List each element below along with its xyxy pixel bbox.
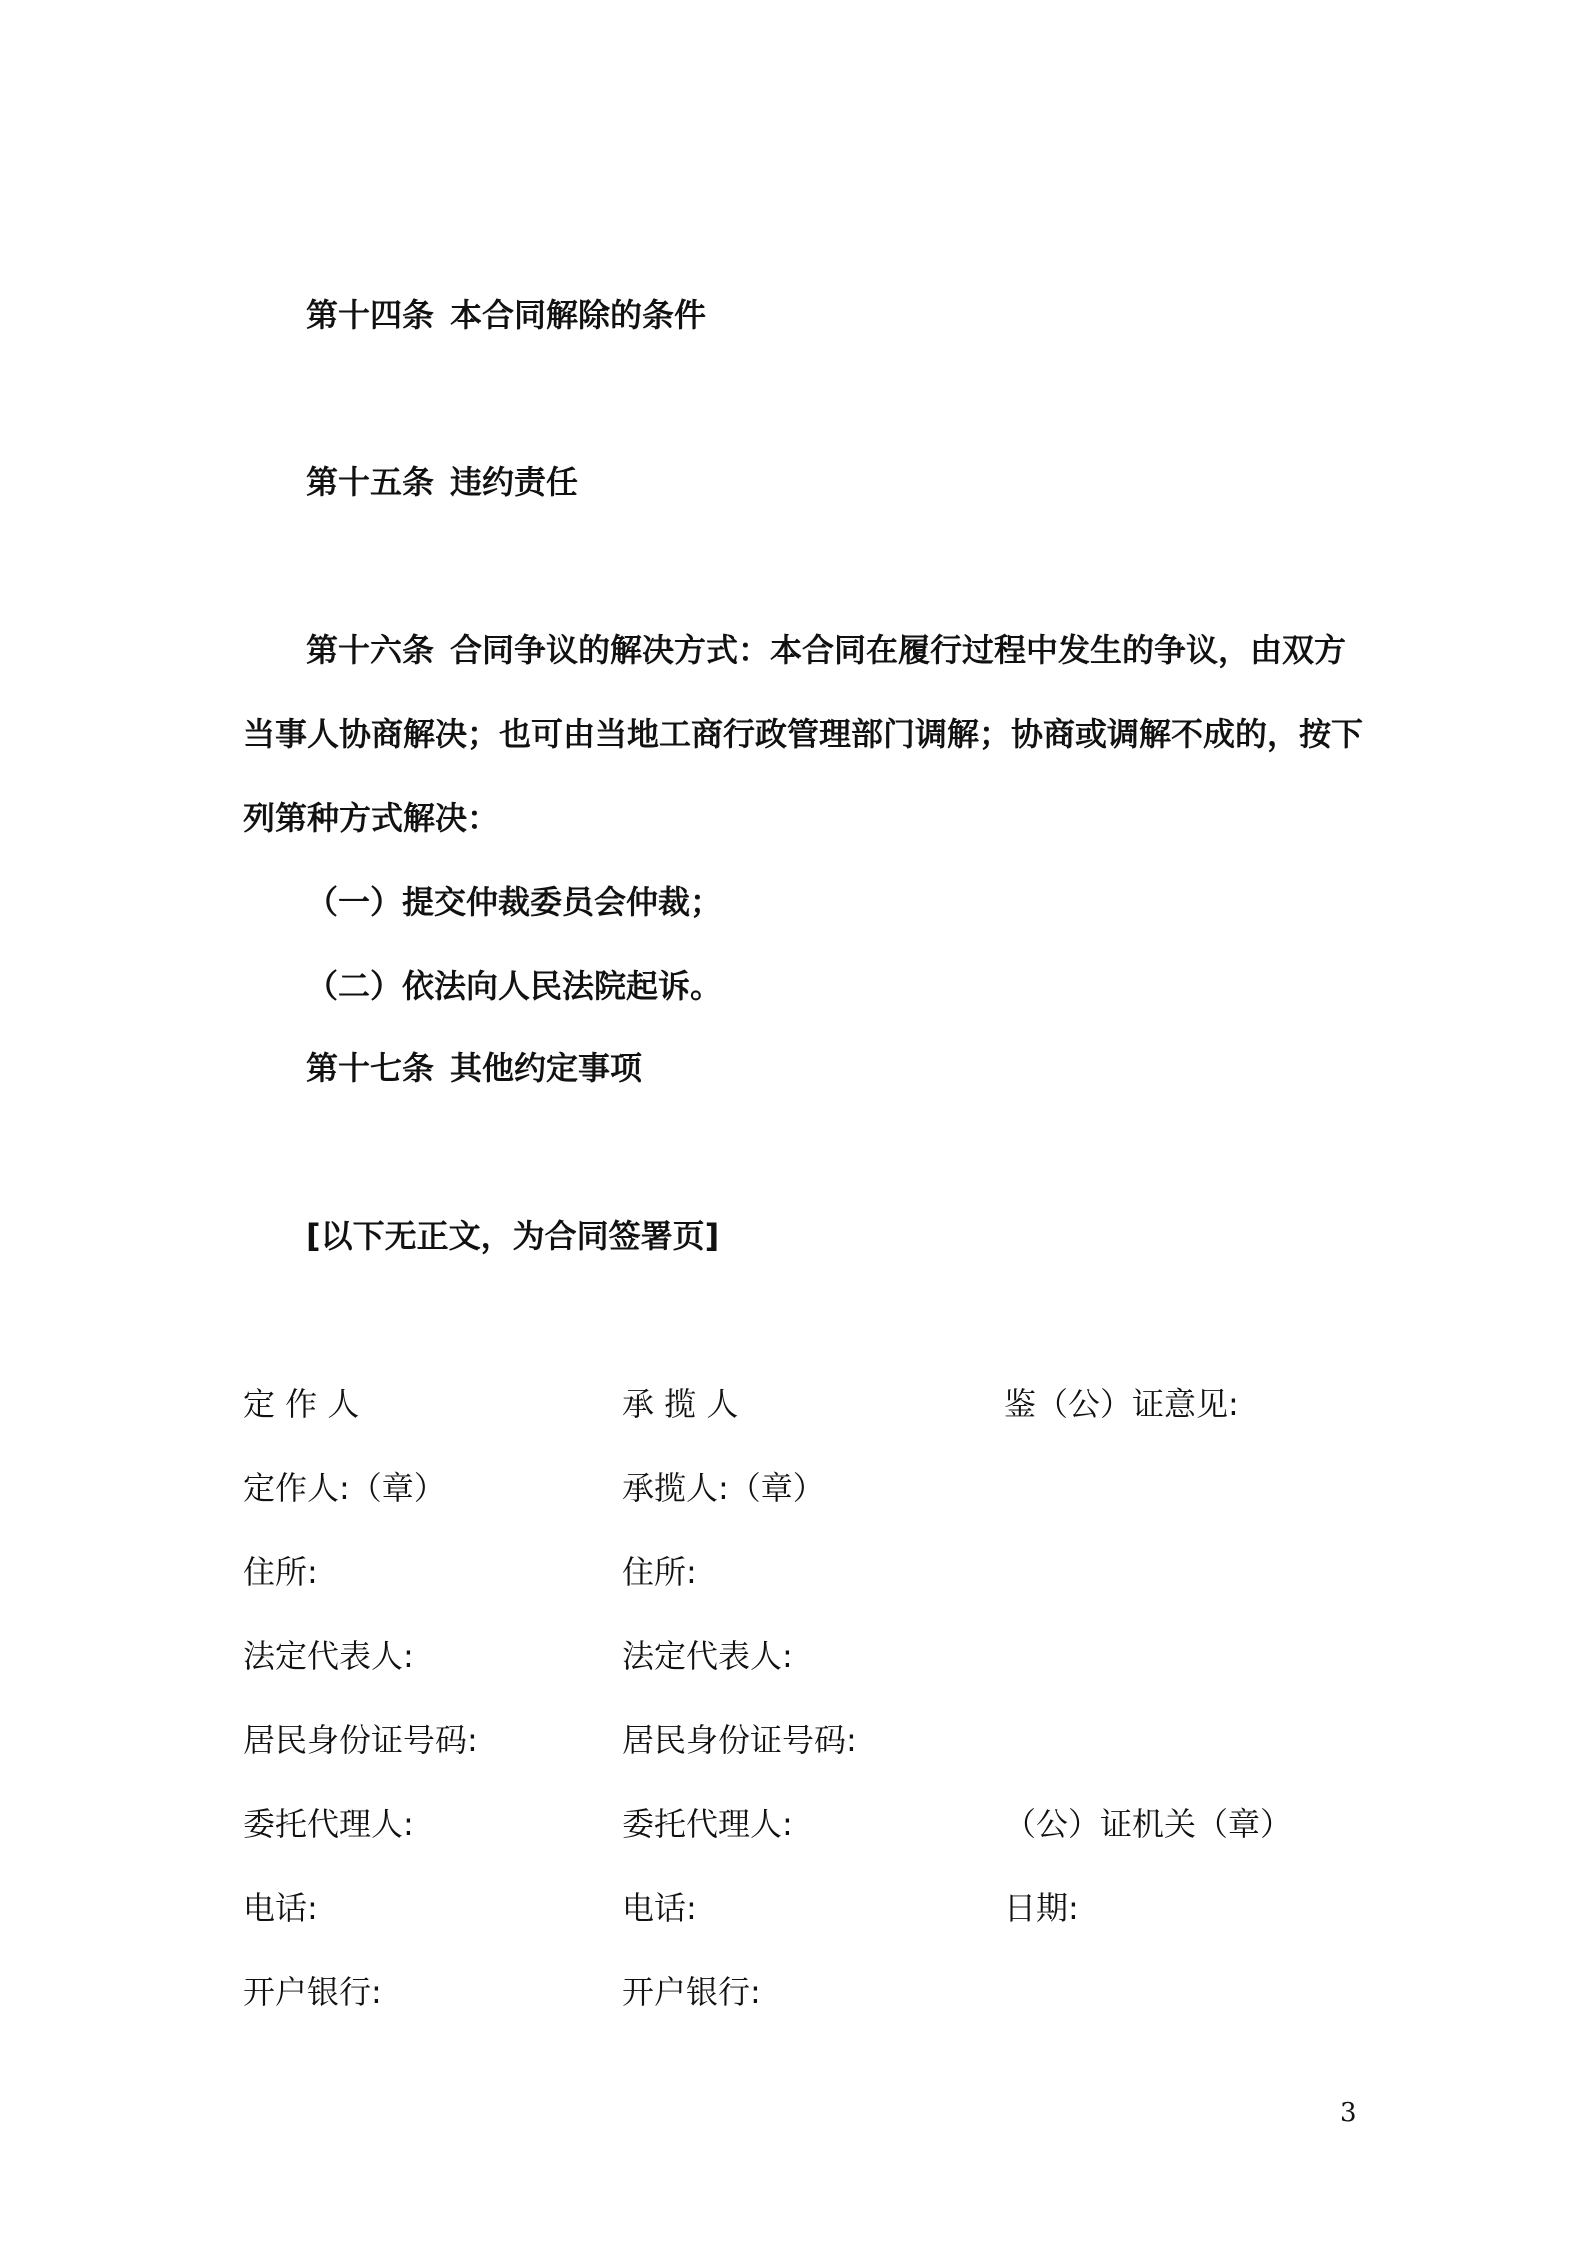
article-14-label: 第十四条 (306, 296, 435, 334)
article-15-title: 违约责任 (450, 463, 579, 501)
client-id-number: 居民身份证号码: (243, 1721, 478, 1759)
contractor-address: 住所: (622, 1553, 697, 1591)
client-bank: 开户银行: (243, 1973, 382, 2011)
client-agent: 委托代理人: (243, 1805, 414, 1843)
contractor-header: 承 揽 人 (622, 1385, 739, 1423)
contractor-id-number: 居民身份证号码: (622, 1721, 857, 1759)
article-16-line-2: 当事人协商解决；也可由当地工商行政管理部门调解；协商或调解不成的，按下 (243, 715, 1364, 753)
article-17-title: 其他约定事项 (450, 1049, 643, 1087)
notary-date: 日期: (1004, 1889, 1079, 1927)
notary-opinion-header: 鉴（公）证意见: (1004, 1385, 1239, 1423)
article-16-line-1 (306, 630, 1346, 670)
page-number: 3 (1340, 2098, 1357, 2128)
contractor-phone: 电话: (622, 1889, 697, 1927)
article-14-title: 本合同解除的条件 (450, 296, 707, 334)
article-16-option-1: （一）提交仲裁委员会仲裁； (306, 883, 723, 921)
client-address: 住所: (243, 1553, 318, 1591)
article-15 (306, 462, 578, 502)
contractor-seal: 承揽人:（章） (622, 1469, 825, 1507)
client-phone: 电话: (243, 1889, 318, 1927)
no-text-note: [以下无正文，为合同签署页] (306, 1217, 720, 1255)
article-16-option-2: （二）依法向人民法院起诉。 (306, 967, 723, 1005)
contractor-legal-rep: 法定代表人: (622, 1637, 793, 1675)
contractor-agent: 委托代理人: (622, 1805, 793, 1843)
article-16-text: 合同争议的解决方式：本合同在履行过程中发生的争议，由双方 (450, 631, 1347, 669)
notary-office-seal: （公）证机关（章） (1004, 1805, 1293, 1843)
article-16-line-3: 列第种方式解决： (243, 799, 500, 837)
article-16-label: 第十六条 (306, 631, 435, 669)
article-15-label: 第十五条 (306, 463, 435, 501)
client-legal-rep: 法定代表人: (243, 1637, 414, 1675)
article-17-label: 第十七条 (306, 1049, 435, 1087)
article-17 (306, 1048, 642, 1088)
contractor-bank: 开户银行: (622, 1973, 761, 2011)
article-14 (306, 295, 706, 335)
client-seal: 定作人:（章） (243, 1469, 446, 1507)
client-header: 定 作 人 (243, 1385, 360, 1423)
